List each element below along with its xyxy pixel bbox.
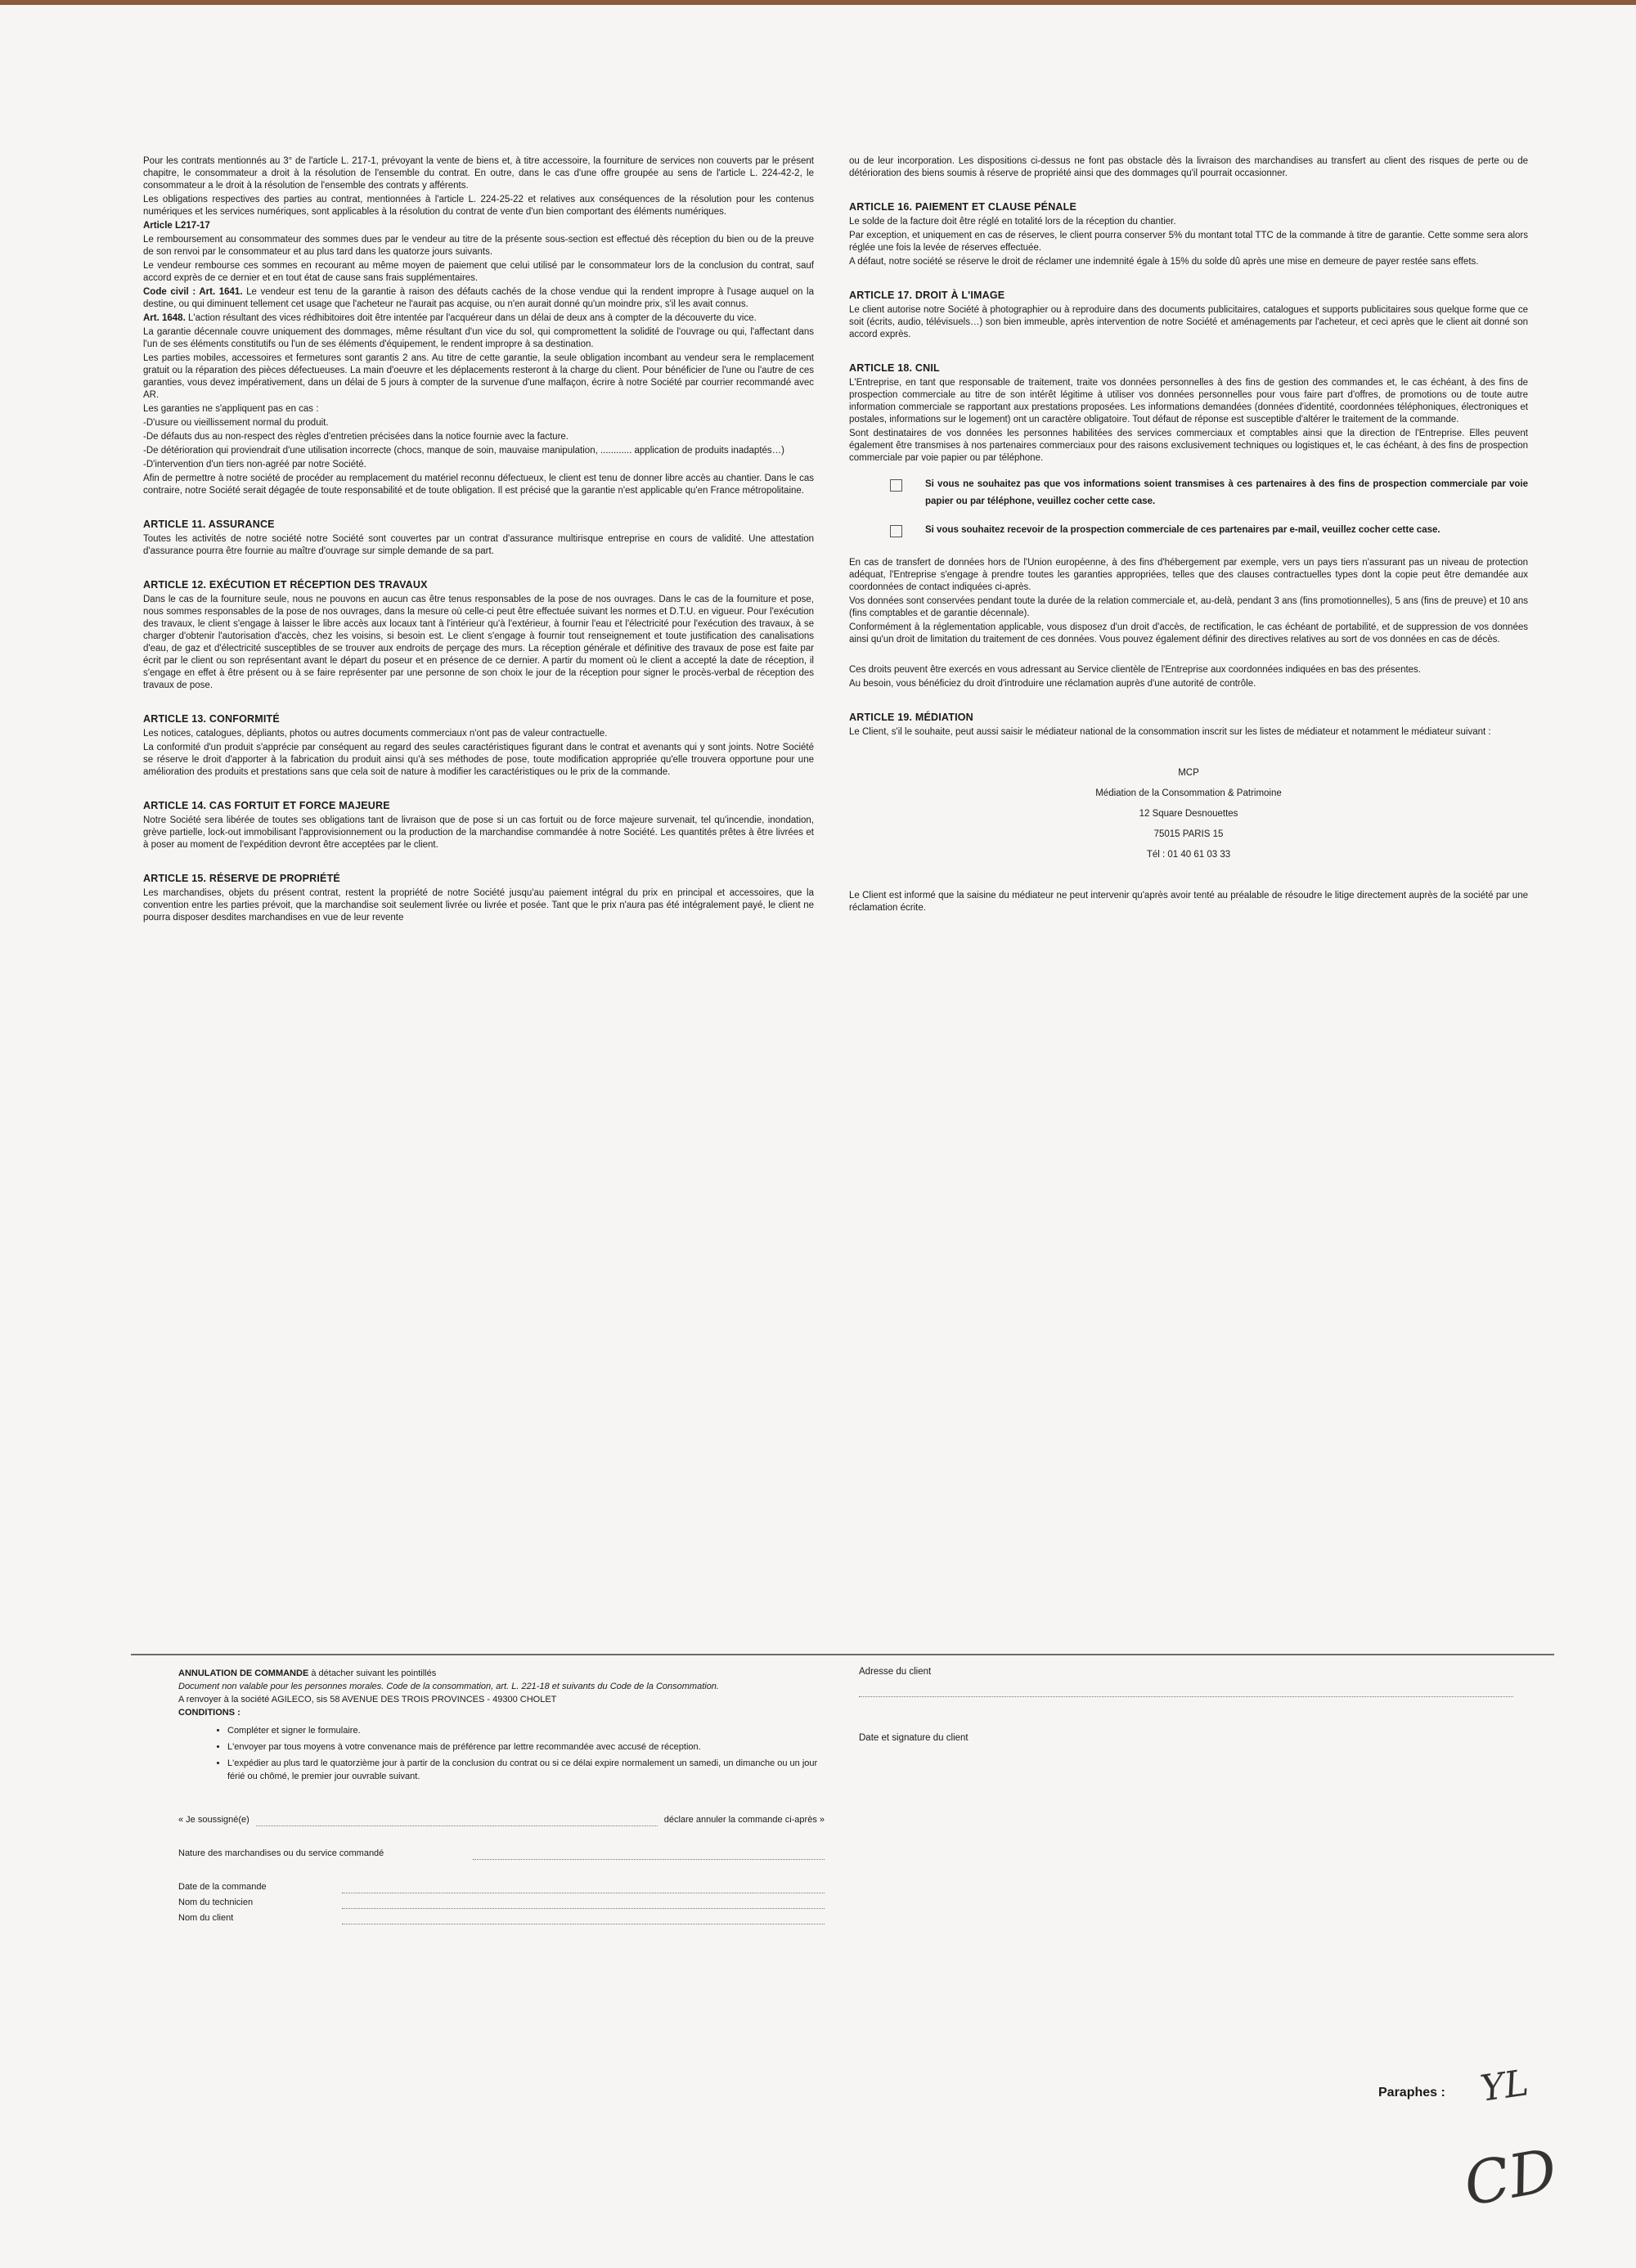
paragraph: La garantie décennale couvre uniquement des dommages, même résultant d'un vice du sol, qui compromettent la solidité de l'ouvrage ou qui, l'affectant dans l'un de ses éléments constitutifs ou l'un de ses éléments d'équipement, le rendent impropre à sa destination. <box>143 327 814 349</box>
paragraph: Afin de permettre à notre société de procéder au remplacement du matériel reconnu défectueux, le client est tenu de donner libre accès au chantier. Dans le cas contraire, notre Société serait dégagée de toute responsabilité et de toute obligation. Il est précisé que la garantie n'est applicable qu'en France métropolitaine. <box>143 474 814 496</box>
client-date-signature-label: Date et signature du client <box>859 1733 969 1743</box>
paragraph: Pour les contrats mentionnés au 3° de l'article L. 217-1, prévoyant la vente de biens et, à titre accessoire, la fourniture de services non couverts par le présent chapitre, le consommateur a droit à la résolution de l'ensemble du contrat. En outre, dans le cas d'une offre groupée au sens de l'article L. 224-42-2, le consommateur a le droit à la résolution de l'ensemble des contrats y afférents. <box>143 156 814 191</box>
mediator-address-block <box>849 763 1528 865</box>
code-civil-label: Code civil : Art. 1641. <box>143 287 243 297</box>
cancellation-form-title-row <box>178 1667 825 1680</box>
paragraph: Les marchandises, objets du présent contrat, restent la propriété de notre Société jusqu'au paiement intégral du prix en principal et accessoires, que la convention entre les parties prévoit, que la marchandise soit seulement livrée ou livrée et posée. Tant que le prix n'aura pas été intégralement payé, le client ne pourra disposer desdites marchandises en vue de leur revente <box>143 888 814 923</box>
order-date-row <box>178 1880 825 1893</box>
conditions-list <box>227 1724 825 1783</box>
goods-field[interactable] <box>473 1846 825 1860</box>
paragraph: -De défauts dus au non-respect des règles d'entretien précisées dans la notice fournie avec la facture. <box>143 432 569 442</box>
goods-label: Nature des marchandises ou du service commandé <box>178 1848 384 1858</box>
undersigned-name-field[interactable] <box>256 1812 658 1826</box>
mediator-phone: Tél : 01 40 61 03 33 <box>1146 850 1231 860</box>
paragraph-text: Le vendeur est tenu de la garantie à raison des défauts cachés de la chose vendue qui la rendent impropre à l'usage auquel on la destine, ou qui diminuent tellement cet usage que l'acheteur ne l'aurait pas acquise, ou n'en aurait donné qu'un moindre prix, s'il les avait connus. <box>143 287 814 309</box>
paragraph: Les parties mobiles, accessoires et fermetures sont garantis 2 ans. Au titre de cette garantie, la seule obligation incombant au vendeur sera le remplacement gratuit ou la réparation des pièces défectueuses. La main d'oeuvre et les déplacements resteront à la charge du client. Pour bénéficier de l'une ou l'autre de ces garanties, vous devez impérativement, dans un délai de 5 jours à compter de la survenue d'une malfaçon, écrire à notre Société par courrier recommandé avec AR. <box>143 353 814 400</box>
return-address: A renvoyer à la société AGILECO, sis 58 AVENUE DES TROIS PROVINCES - 49300 CHOLET <box>178 1695 557 1704</box>
article-18-heading: ARTICLE 18. CNIL <box>849 362 940 374</box>
consent-label-1: Si vous ne souhaitez pas que vos informations soient transmises à ces partenaires à des fins de prospection commerciale par voie papier ou par téléphone, veuillez cocher cette case. <box>925 479 1528 506</box>
article-reference: Article L217-17 <box>143 221 210 231</box>
undersigned-suffix: déclare annuler la commande ci-après » <box>663 1815 825 1825</box>
client-info-block <box>859 1665 1513 1745</box>
right-column <box>849 155 1528 916</box>
paragraph: La conformité d'un produit s'apprécie par conséquent au regard des seules caractéristiques figurant dans le contrat et avenants qui y sont joints. Notre Société se réserve le droit d'apporter à la fabrication du produit ainsi qu'à ses méthodes de pose, toute modification appropriée qu'elle trouvera opportune pour une amélioration des produits et prestations sans que cela soit de nature à modifier les caractéristiques ou le prix de la commande. <box>143 743 814 777</box>
article-12-heading: ARTICLE 12. EXÉCUTION ET RÉCEPTION DES TRAVAUX <box>143 579 428 591</box>
conditions-label: CONDITIONS : <box>178 1708 240 1718</box>
paragraph: L'Entreprise, en tant que responsable de traitement, traite vos données personnelles à des fins de gestion des commandes et, le cas échéant, à des fins de prospection commerciale au titre de son intérêt légitime à utiliser vos données personnelles pour vous faire part d'offres, de promotions ou de toute autre information commerciale se rapportant aux prestations proposées. Les informations demandées (données d'identité, coordonnées téléphoniques, électroniques et postales, informations sur le logement) ont un caractère obligatoire. Tout défaut de réponse est susceptible d'altérer le traitement de la commande. <box>849 378 1528 424</box>
cancellation-form <box>178 1667 825 1924</box>
paragraph: Vos données sont conservées pendant toute la durée de la relation commerciale et, au-delà, pendant 3 ans (fins promotionnelles), 5 ans (fins de preuve) et 10 ans (fins comptables et de garantie décennale). <box>849 596 1528 618</box>
order-date-label: Date de la commande <box>178 1882 267 1892</box>
consent-checkbox-row-2 <box>890 522 1528 539</box>
client-name-row <box>178 1911 825 1924</box>
paragraph: Les obligations respectives des parties au contrat, mentionnées à l'article L. 224-25-22 et relatives aux conséquences de la résolution pour les contenus numériques et les services numériques, sont applicables à la résolution du contrat de vente d'un bien comportant des éléments numériques. <box>143 195 814 217</box>
paragraph: Dans le cas de la fourniture seule, nous ne pouvons en aucun cas être tenus responsables de la pose de nos ouvrages. Dans le cas de la fourniture et pose, nous sommes responsables de la pose de nos ouvrages, dans la mesure où celle-ci peut être effectuée suivant les normes et D.T.U. en vigueur. Pour l'exécution des travaux, le client s'engage à laisser le libre accès aux locaux tant à l'intérieur qu'à l'extérieur, à fournir l'eau et l'électricité pour l'exécution des travaux, à se charger d'obtenir l'autorisation d'accès, chez les voisins, si besoin est. Le client s'engage à fournir tout renseignement et toute justification des canalisations d'eau, de gaz et d'électricité susceptibles de se trouver aux endroits de perçage des murs. La réception générale et définitive des travaux de pose est faite par écrit par le client ou son représentant avant le départ du poseur et en présence de ce dernier. A partir du moment où le client a accepté la date de réception, il s'engage en effet à être présent ou à se faire représenter par une personne de son choix le jour de la réception pour signer le procès-verbal de réception des travaux de pose. <box>143 595 814 690</box>
order-date-field[interactable] <box>342 1880 825 1893</box>
paragraph: Ces droits peuvent être exercés en vous adressant au Service clientèle de l'Entreprise aux coordonnées indiquées en bas des présentes. <box>849 665 1422 675</box>
article-11-heading: ARTICLE 11. ASSURANCE <box>143 519 275 530</box>
technician-field[interactable] <box>342 1895 825 1909</box>
mediator-street: 12 Square Desnouettes <box>1139 809 1238 819</box>
cancellation-form-title: ANNULATION DE COMMANDE <box>178 1668 309 1678</box>
paragraph: A défaut, notre société se réserve le droit de réclamer une indemnité égale à 15% du solde dû après une mise en demeure de payer restée sans effets. <box>849 257 1479 267</box>
paragraph: Les notices, catalogues, dépliants, photos ou autres documents commerciaux n'ont pas de valeur contractuelle. <box>143 729 608 739</box>
paragraph: Sont destinataires de vos données les personnes habilitées des services commerciaux et comptables ainsi que la direction de l'Entreprise. Elles peuvent également être transmises à nos partenaires commerciaux pour des raisons exclusivement techniques ou logistiques et, le cas échéant, à des fins de prospection commerciale par voie papier ou par téléphone. <box>849 429 1528 463</box>
cancellation-form-title-suffix: à détacher suivant les pointillés <box>308 1668 437 1678</box>
legal-note: Document non valable pour les personnes morales. Code de la consommation, art. L. 221-18 et suivants du Code de la Consommation. <box>178 1682 719 1691</box>
condition-item: • Compléter et signer le formulaire. <box>227 1724 825 1737</box>
paragraph: -D'intervention d'un tiers non-agréé par notre Société. <box>143 460 366 469</box>
mediator-city: 75015 PARIS 15 <box>1153 829 1224 839</box>
paragraph: -De détérioration qui proviendrait d'une utilisation incorrecte (chocs, manque de soin, mauvaise manipulation, ............ application de produits inadaptés…) <box>143 446 784 456</box>
client-address-label: Adresse du client <box>859 1667 932 1677</box>
mediator-name: MCP <box>1178 768 1199 778</box>
paragraph: Les garanties ne s'appliquent pas en cas : <box>143 404 319 414</box>
article-19-heading: ARTICLE 19. MÉDIATION <box>849 712 973 723</box>
left-column <box>143 155 814 926</box>
condition-item: • L'envoyer par tous moyens à votre convenance mais de préférence par lettre recommandée avec accusé de réception. <box>227 1740 825 1754</box>
paragraph-text: L'action résultant des vices rédhibitoires doit être intentée par l'acquéreur dans un délai de deux ans à compter de la découverte du vice. <box>185 313 757 323</box>
client-address-field[interactable] <box>859 1683 1513 1697</box>
paragraph: Le vendeur rembourse ces sommes en recourant au même moyen de paiement que celui utilisé par le consommateur lors de la conclusion du contrat, sauf accord exprès de ce dernier et en tout état de cause sans frais supplémentaires. <box>143 261 814 283</box>
consent-label-2: Si vous souhaitez recevoir de la prospection commerciale de ces partenaires par e-mail, veuillez cocher cette case. <box>925 525 1440 535</box>
undersigned-prefix: « Je soussigné(e) <box>178 1815 249 1825</box>
paragraph: Notre Société sera libérée de toutes ses obligations tant de livraison que de pose si un cas fortuit ou de force majeure survenait, tel qu'incendie, inondation, grève partielle, lock-out immobilisant l'approvisionnement ou la production de la marchandise commandée à notre Société. Les quantités prêtes à être livrées et à poser au moment de l'expédition devront être acceptées par le client. <box>143 815 814 850</box>
undersigned-row <box>178 1812 825 1826</box>
article-13-heading: ARTICLE 13. CONFORMITÉ <box>143 713 280 725</box>
tear-off-divider <box>131 1654 1554 1655</box>
paragraph: Par exception, et uniquement en cas de réserves, le client pourra conserver 5% du montant total TTC de la commande à titre de garantie. Cette somme sera alors réglée une fois la levée de réserves effectuée. <box>849 231 1528 253</box>
article-17-heading: ARTICLE 17. DROIT À L'IMAGE <box>849 290 1005 301</box>
paragraph: Le Client est informé que la saisine du médiateur ne peut intervenir qu'après avoir tenté au préalable de résoudre le litige directement auprès de la société par une réclamation écrite. <box>849 891 1528 913</box>
article-16-heading: ARTICLE 16. PAIEMENT ET CLAUSE PÉNALE <box>849 201 1077 213</box>
client-name-label: Nom du client <box>178 1913 234 1923</box>
handwritten-initials: YL <box>1477 2062 1531 2110</box>
paragraph: -D'usure ou vieillissement normal du produit. <box>143 418 329 428</box>
paragraph: Le Client, s'il le souhaite, peut aussi saisir le médiateur national de la consommation inscrit sur les listes de médiateur et notamment le médiateur suivant : <box>849 727 1491 737</box>
paragraph: En cas de transfert de données hors de l'Union européenne, à des fins d'hébergement par exemple, vers un pays tiers n'assurant pas un niveau de protection adéquat, l'Entreprise s'engage à prendre toutes les garanties appropriées, telles que des clauses contractuelles types dont la copie peut être demandée aux coordonnées de contact indiquées ci-après. <box>849 558 1528 592</box>
paragraph: Le client autorise notre Société à photographier ou à reproduire dans des documents publicitaires, catalogues et supports publicitaires sous quelque forme que ce soit (écrits, audio, télévisuels…) son bien immeuble, après intervention de notre Société et aménagements par l'acheteur, et ceci après que le client ait donné son accord exprès. <box>849 305 1528 339</box>
paragraph: Le remboursement au consommateur des sommes dues par le vendeur au titre de la présente sous-section est effectué dès réception du bien ou de la preuve de son renvoi par le consommateur et au plus tard dans les quatorze jours suivants. <box>143 235 814 257</box>
paragraph: Conformément à la réglementation applicable, vous disposez d'un droit d'accès, de rectification, le cas échéant de portabilité, et de suppression de vos données ainsi qu'un droit de limitation du traitement de ces données. Vous pouvez également définir des directives relatives au sort de vos données en cas de décès. <box>849 622 1528 644</box>
paragraph: Le solde de la facture doit être réglé en totalité lors de la réception du chantier. <box>849 217 1176 227</box>
mediator-organisation: Médiation de la Consommation & Patrimoine <box>1095 788 1282 798</box>
goods-row <box>178 1846 825 1860</box>
article-15-heading: ARTICLE 15. RÉSERVE DE PROPRIÉTÉ <box>143 873 340 884</box>
paragraph: Au besoin, vous bénéficiez du droit d'introduire une réclamation auprès d'une autorité de contrôle. <box>849 679 1256 689</box>
condition-item: • L'expédier au plus tard le quatorzième jour à partir de la conclusion du contrat ou si ce délai expire normalement un samedi, un dimanche ou un jour férié ou chômé, le premier jour ouvrable suivant. <box>227 1757 825 1783</box>
art-1648-label: Art. 1648. <box>143 313 186 323</box>
paragraph: ou de leur incorporation. Les dispositions ci-dessus ne font pas obstacle dès la livraison des marchandises au transfert au client des risques de perte ou de détérioration des biens soumis à réserve de propriété ainsi que des dommages qu'il pourrait occasionner. <box>849 156 1528 178</box>
technician-label: Nom du technicien <box>178 1897 254 1907</box>
technician-row <box>178 1895 825 1909</box>
article-14-heading: ARTICLE 14. CAS FORTUIT ET FORCE MAJEURE <box>143 800 390 811</box>
consent-checkbox-row-1 <box>890 476 1528 510</box>
consent-checkbox-2[interactable] <box>890 525 902 537</box>
paragraph: Toutes les activités de notre société notre Société sont couvertes par un contrat d'assurance multirisque entreprise en cours de validité. Une attestation d'assurance pourra être fournie au maître d'ouvrage sur simple demande de sa part. <box>143 534 814 556</box>
paragraph <box>143 312 814 325</box>
client-name-field[interactable] <box>342 1911 825 1924</box>
handwritten-initials: CD <box>1458 2135 1562 2220</box>
paragraph <box>143 286 814 311</box>
paraphes-label: Paraphes : <box>1378 2086 1445 2100</box>
consent-checkbox-1[interactable] <box>890 479 902 492</box>
